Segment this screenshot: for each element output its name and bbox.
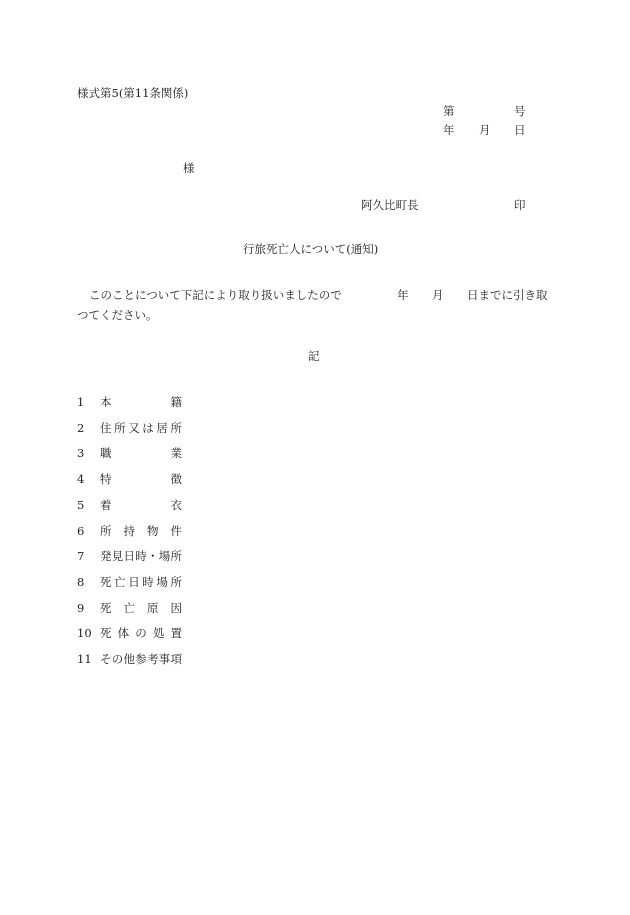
item-label: 所 持 物 件 bbox=[100, 523, 182, 538]
item-number: 4 bbox=[77, 472, 85, 487]
item-number: 5 bbox=[77, 497, 85, 512]
item-label: 本 籍 bbox=[100, 395, 182, 409]
item-label: そ の 他 参 考 事 項 bbox=[100, 652, 182, 666]
body-text-line1: このことについて下記により取り扱いましたので bbox=[89, 288, 342, 302]
seal-mark: 印 bbox=[514, 198, 526, 212]
item-number: 2 bbox=[77, 420, 85, 435]
ki-heading: 記 bbox=[308, 349, 320, 363]
number-dai: 第 bbox=[443, 104, 455, 118]
item-label: 死 亡 日 時 場 所 bbox=[100, 574, 182, 589]
item-number: 1 bbox=[77, 395, 85, 409]
sender-name: 阿久比町長 bbox=[361, 198, 419, 212]
body-text-line1-end: 日までに引き取 bbox=[467, 288, 548, 302]
item-label: 発 見 日 時 ・ 場 所 bbox=[100, 549, 182, 564]
item-number: 11 bbox=[77, 652, 92, 666]
date-month: 月 bbox=[479, 123, 491, 137]
item-label: 住 所 又 は 居 所 bbox=[100, 420, 182, 435]
body-text-line2: つてください。 bbox=[77, 308, 158, 322]
item-label: 職 業 bbox=[100, 446, 182, 461]
date-year: 年 bbox=[443, 123, 455, 137]
item-number: 8 bbox=[77, 574, 85, 589]
item-label: 着 衣 bbox=[100, 497, 182, 512]
item-number: 9 bbox=[77, 600, 85, 615]
addressee-sama: 様 bbox=[183, 161, 195, 175]
date-day: 日 bbox=[514, 123, 526, 137]
body-year: 年 bbox=[397, 288, 409, 302]
item-label: 死 体 の 処 置 bbox=[100, 626, 182, 641]
form-reference: 様式第5(第11条関係) bbox=[77, 86, 189, 100]
item-number: 3 bbox=[77, 446, 85, 461]
document-title: 行旅死亡人について(通知) bbox=[243, 242, 379, 256]
item-label: 死 亡 原 因 bbox=[100, 600, 182, 615]
item-label: 特 徴 bbox=[100, 472, 182, 487]
item-number: 7 bbox=[77, 549, 85, 564]
item-number: 6 bbox=[77, 523, 85, 538]
number-go: 号 bbox=[514, 104, 526, 118]
item-number: 10 bbox=[77, 626, 92, 641]
body-month: 月 bbox=[432, 288, 444, 302]
